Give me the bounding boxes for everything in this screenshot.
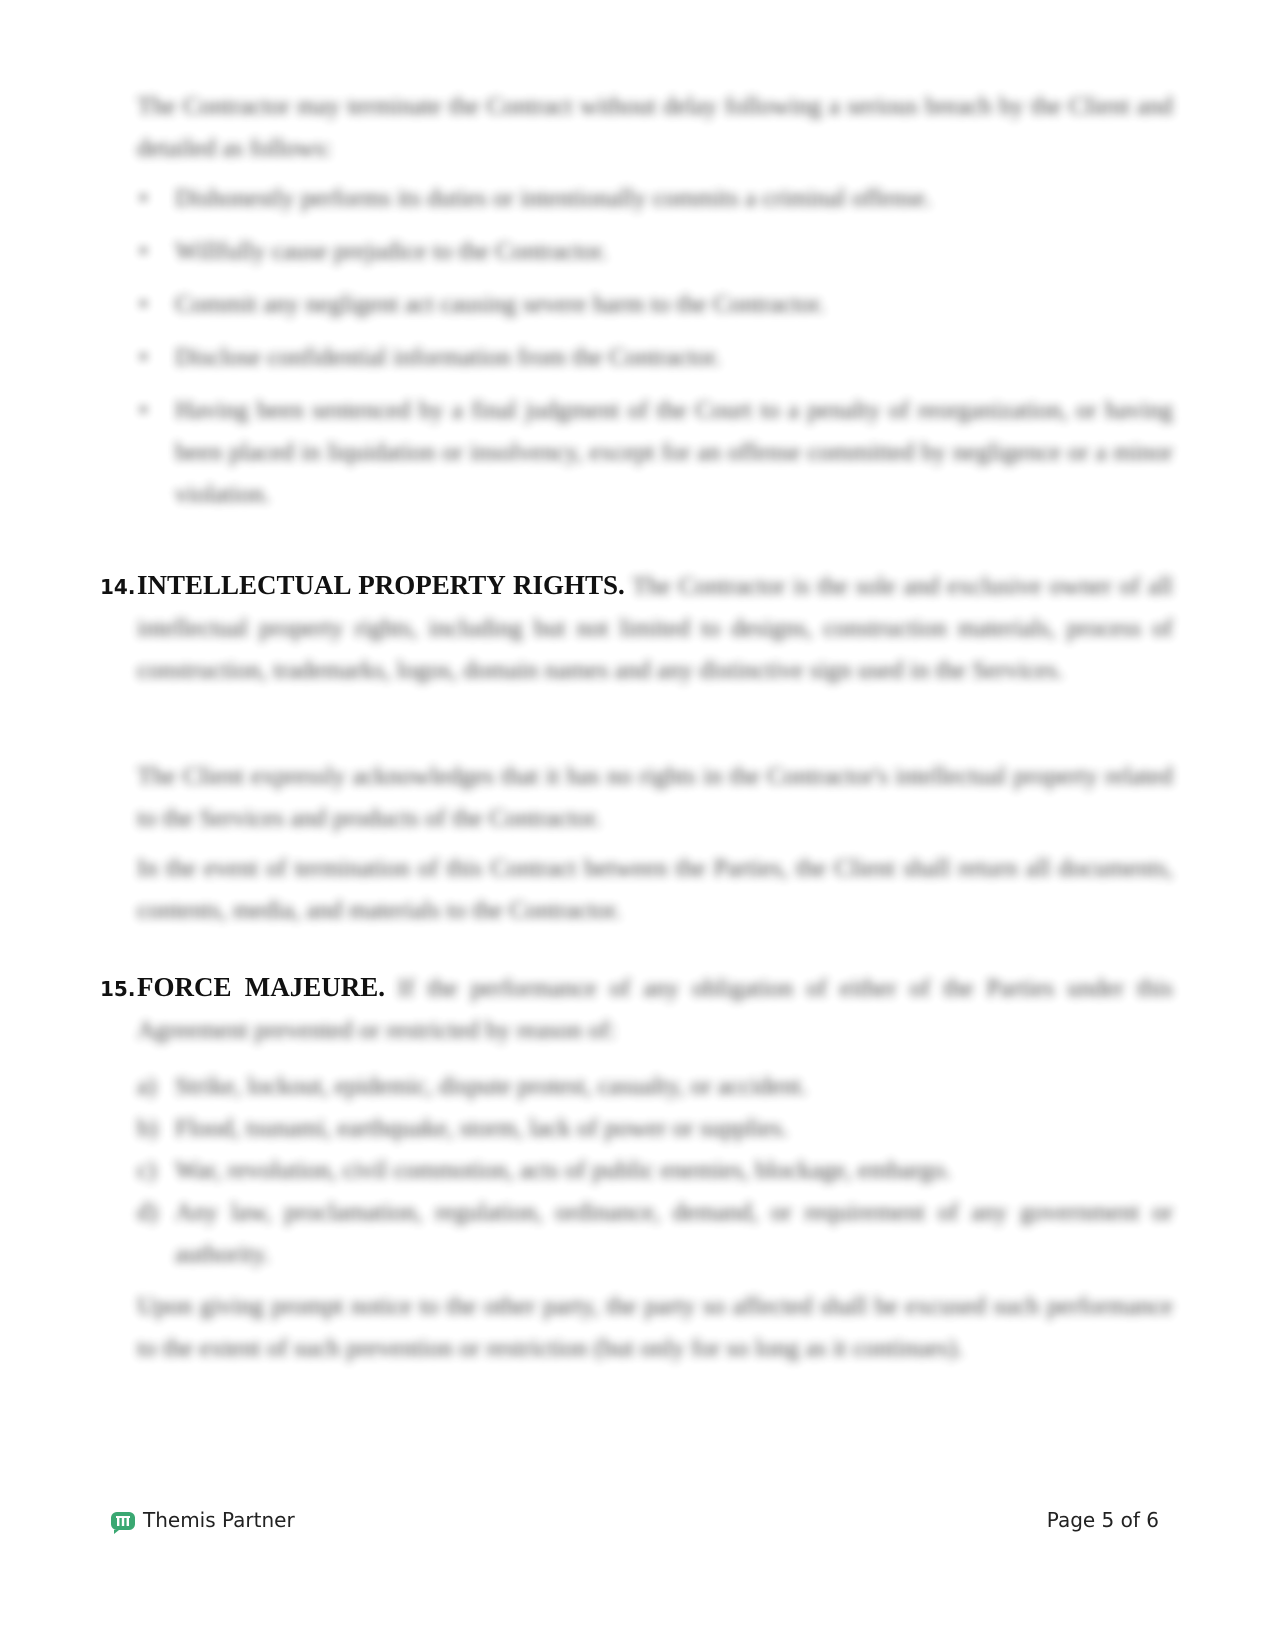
section-14-lead-paragraph [137, 564, 1173, 692]
intro-bullet-list [137, 178, 1173, 527]
list-item: • Having been sentenced by a final judgment of the Court to a penalty of reorganization, or having been placed in liquidation or insolvency, except for an offense committed by negligence or a minor violation. [139, 397, 1173, 508]
list-item: a) Strike, lockout, epidemic, dispute protest, casualty, or accident. [137, 1073, 808, 1100]
list-item: • Willfully cause prejudice to the Contractor. [139, 238, 608, 265]
section-15-lead-paragraph [137, 966, 1173, 1052]
themis-logo-icon [110, 1511, 136, 1535]
footer-brand: Themis Partner [143, 1508, 295, 1532]
section-15-title: FORCE MAJEURE. [137, 972, 386, 1002]
list-item: b) Flood, tsunami, earthquake, storm, lack of power or supplies. [137, 1115, 789, 1142]
list-item: • Dishonestly performs its duties or intentionally commits a criminal offense. [139, 185, 932, 212]
section-14-paragraph-2: The Client expressly acknowledges that it has no rights in the Contractor's intellectual property related to the Services and products of the Contractor. [137, 763, 1173, 832]
list-item: • Commit any negligent act causing severe harm to the Contractor. [139, 291, 825, 318]
section-14-number: 14. [100, 575, 136, 599]
section-14-title: INTELLECTUAL PROPERTY RIGHTS. [137, 570, 625, 600]
section-15-list [137, 1066, 1173, 1276]
intro-paragraph: The Contractor may terminate the Contract without delay following a serious breach by the Client and detailed as follows: [137, 93, 1173, 162]
page-number: Page 5 of 6 [1046, 1508, 1159, 1532]
section-15-closing: Upon giving prompt notice to the other party, the party so affected shall be excused such performance to the extent of such prevention or restriction (but only for so long as it continues). [137, 1293, 1173, 1362]
list-item: • Disclose confidential information from the Contractor. [139, 344, 721, 371]
section-15-number: 15. [100, 977, 136, 1001]
list-item: c) War, revolution, civil commotion, acts of public enemies, blockage, embargo. [137, 1157, 952, 1184]
section-14-paragraph-3: In the event of termination of this Contract between the Parties, the Client shall return all documents, contents, media, and materials to the Contractor. [137, 855, 1173, 924]
section-14-lead: The Contractor is the sole and exclusive owner of all intellectual property rights, including but not limited to designs, construction materials, process of construction, trademarks, logos, domain names and any distinctive sign used in the Services. [137, 573, 1173, 684]
list-item: d) Any law, proclamation, regulation, ordinance, demand, or requirement of any government or authority. [137, 1199, 1173, 1268]
section-15-lead: If the performance of any obligation of either of the Parties under this Agreement prevented or restricted by reason of: [137, 975, 1173, 1044]
